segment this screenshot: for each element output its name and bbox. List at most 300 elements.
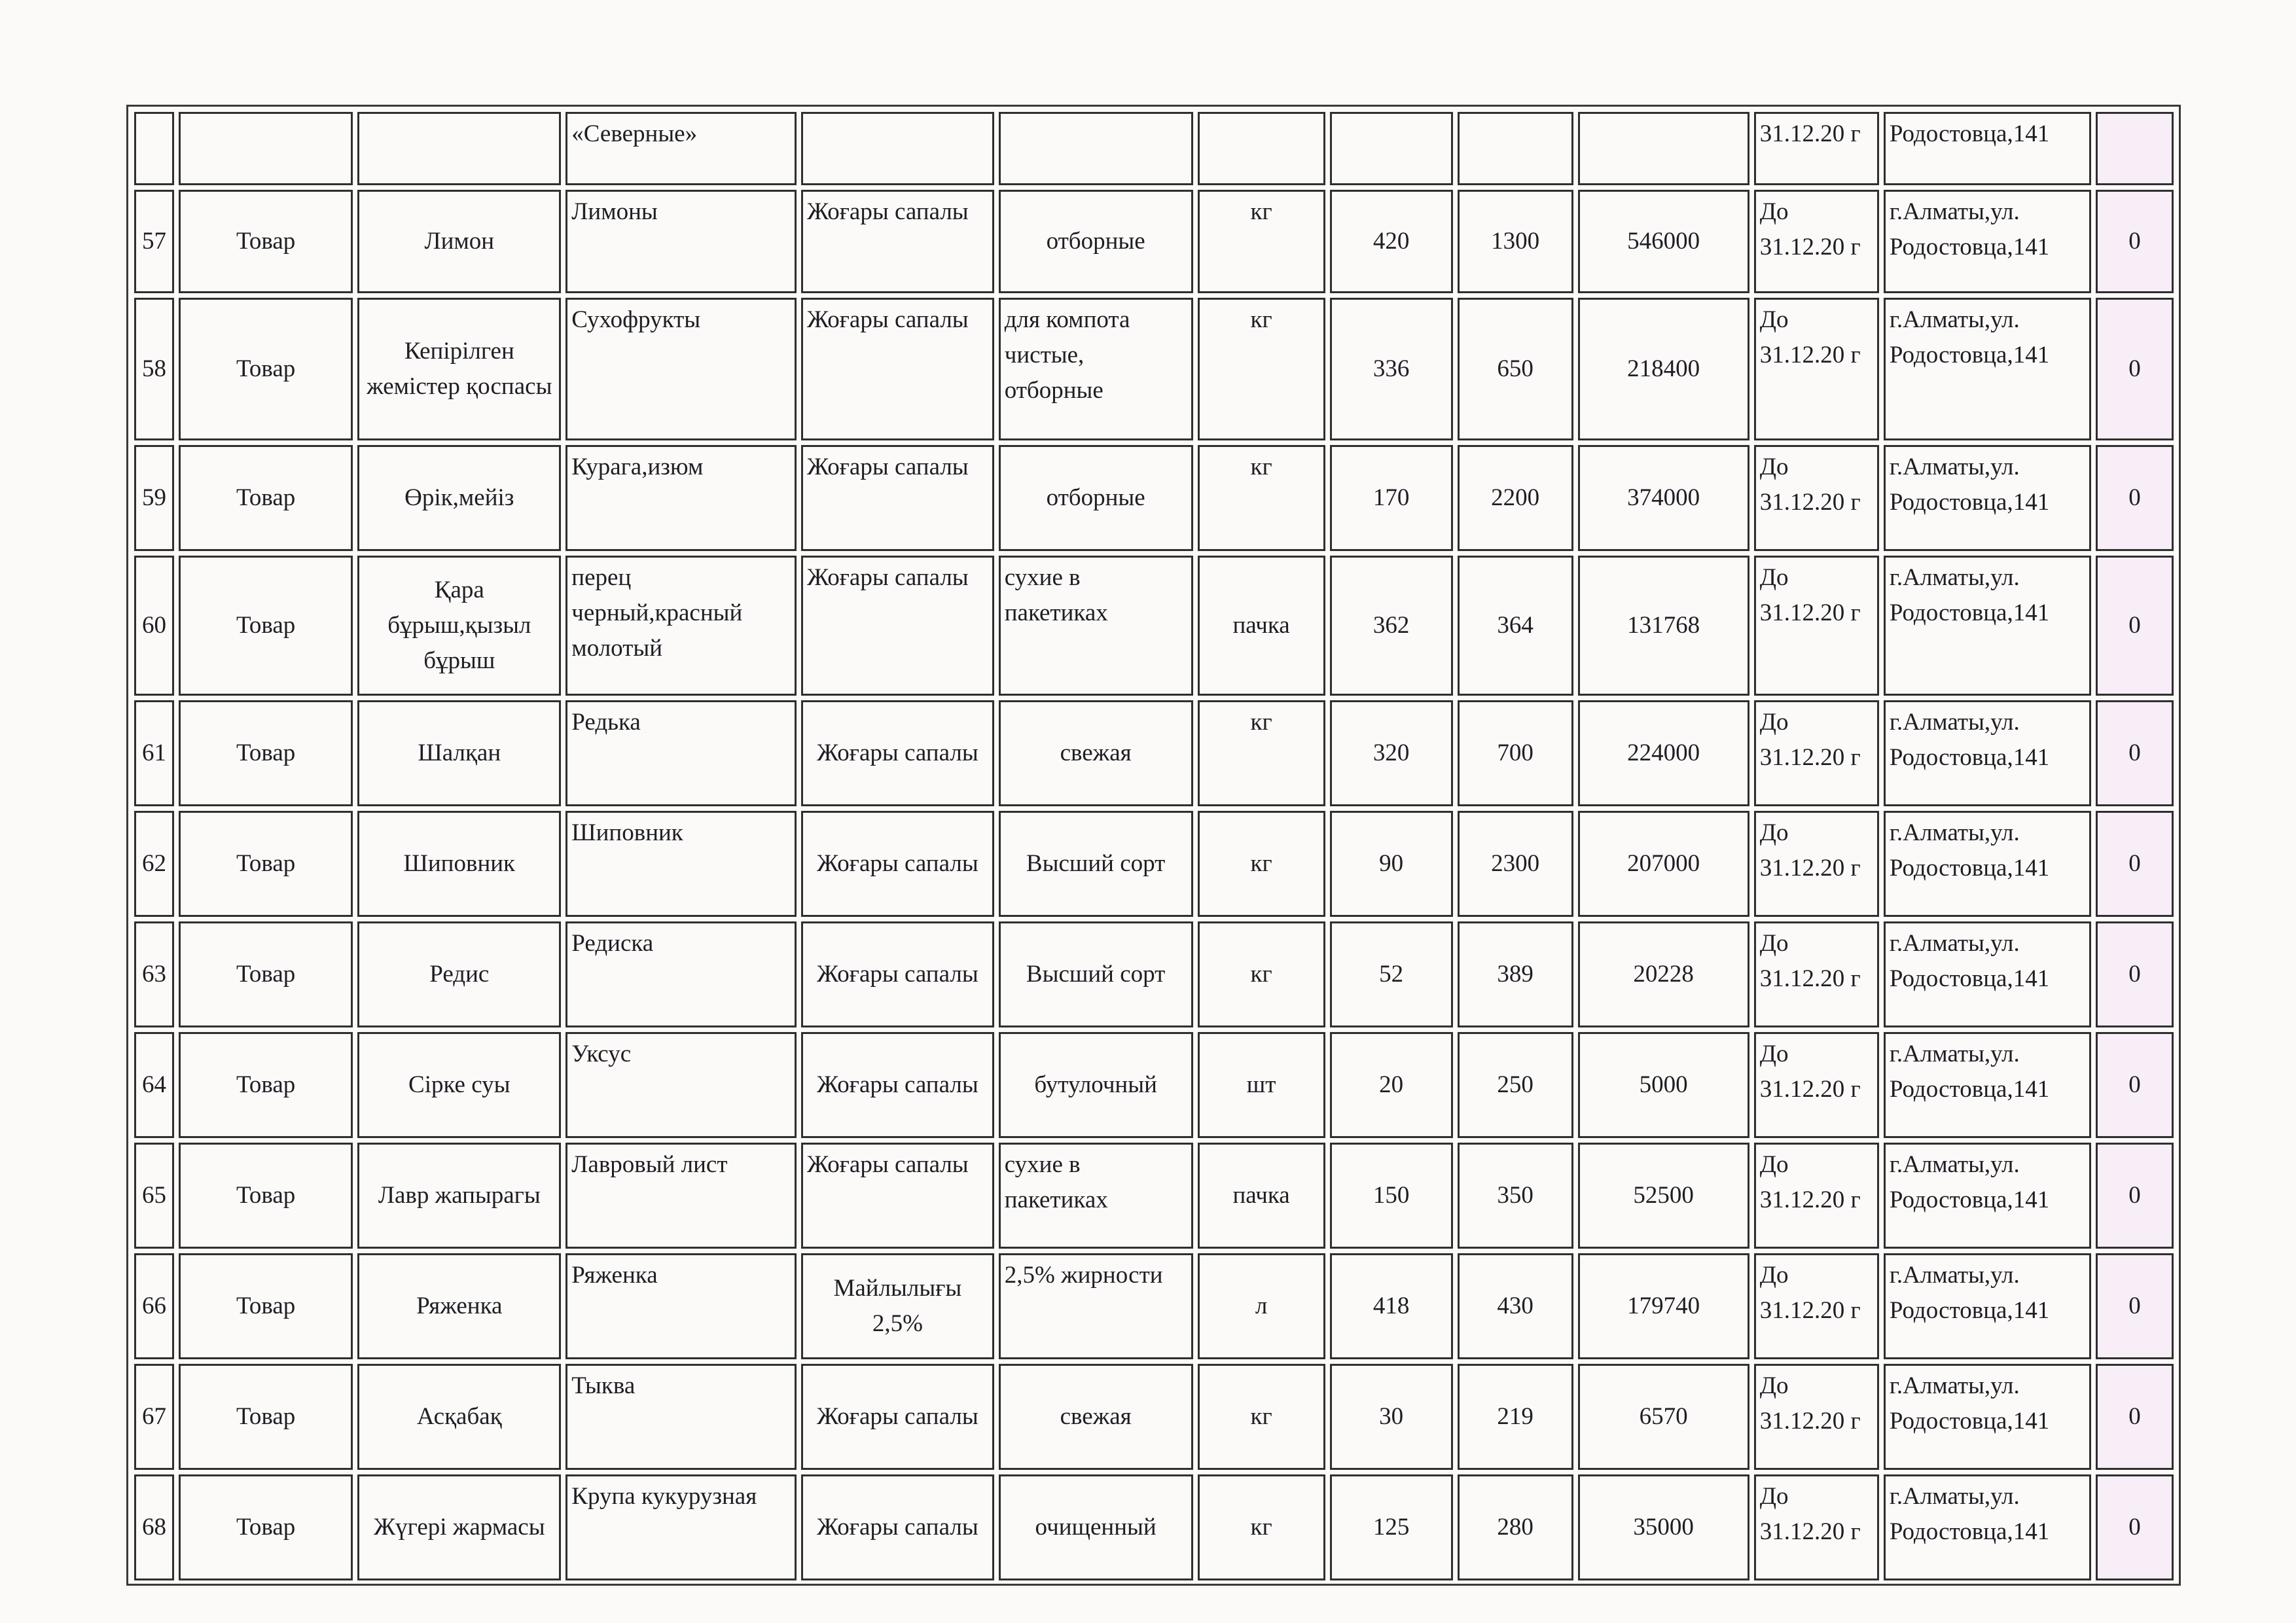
cell-quality-text: Жоғары сапалы bbox=[817, 961, 978, 988]
cell-name-kz-text: Кепірілген жемістер қоспасы bbox=[367, 338, 552, 400]
cell-sum bbox=[1578, 1143, 1749, 1249]
cell-price-text: 350 bbox=[1497, 1182, 1534, 1209]
cell-name-kz-text: Шалқан bbox=[418, 740, 501, 766]
cell-type bbox=[179, 112, 353, 185]
cell-name-kz-text: Сірке суы bbox=[408, 1071, 511, 1098]
cell-qty-text: 90 bbox=[1379, 850, 1404, 877]
cell-quality bbox=[801, 921, 994, 1027]
cell-spec-text: Высший сорт bbox=[1026, 961, 1166, 988]
cell-type bbox=[179, 700, 353, 806]
cell-type-text: Товар bbox=[236, 228, 296, 255]
cell-name-ru bbox=[565, 190, 797, 293]
cell-quality bbox=[801, 445, 994, 551]
cell-qty bbox=[1330, 298, 1453, 440]
cell-quality-text: Жоғары сапалы bbox=[806, 454, 969, 480]
cell-name-kz-text: Лавр жапырагы bbox=[378, 1182, 541, 1209]
term-prefix: До bbox=[1759, 1262, 1789, 1289]
cell-spec bbox=[999, 1474, 1193, 1580]
term-prefix: До bbox=[1759, 454, 1789, 480]
cell-spec-text: бутулочный bbox=[1034, 1071, 1157, 1098]
table-row bbox=[134, 921, 2174, 1027]
address-street: Родостовца,141 bbox=[1889, 1518, 2050, 1545]
cell-type-text: Товар bbox=[236, 1514, 296, 1541]
cell-price bbox=[1458, 1474, 1573, 1580]
table-row bbox=[134, 1364, 2174, 1470]
address-street: Родостовца,141 bbox=[1889, 744, 2050, 771]
cell-spec-text: сухие в пакетиках bbox=[1004, 1151, 1108, 1213]
cell-unit bbox=[1198, 112, 1325, 185]
cell-type bbox=[179, 190, 353, 293]
cell-num bbox=[134, 1253, 174, 1359]
term-date: 31.12.20 г bbox=[1759, 744, 1861, 771]
cell-advance bbox=[2096, 1253, 2174, 1359]
cell-sum bbox=[1578, 921, 1749, 1027]
term-prefix: До bbox=[1759, 564, 1789, 591]
cell-quality bbox=[801, 1032, 994, 1138]
cell-advance bbox=[2096, 1364, 2174, 1470]
cell-spec bbox=[999, 190, 1193, 293]
cell-quality bbox=[801, 1143, 994, 1249]
cell-spec bbox=[999, 556, 1193, 696]
cell-spec-text: отборные bbox=[1046, 228, 1145, 255]
cell-qty bbox=[1330, 1474, 1453, 1580]
cell-qty-text: 30 bbox=[1379, 1403, 1404, 1430]
cell-spec bbox=[999, 1143, 1193, 1249]
cell-type-text: Товар bbox=[236, 612, 296, 639]
cell-type bbox=[179, 556, 353, 696]
cell-price bbox=[1458, 700, 1573, 806]
cell-name-kz bbox=[357, 1253, 561, 1359]
cell-sum bbox=[1578, 1474, 1749, 1580]
cell-spec bbox=[999, 445, 1193, 551]
cell-num bbox=[134, 556, 174, 696]
table-row bbox=[134, 445, 2174, 551]
address-city: г.Алматы,ул. bbox=[1889, 1151, 2020, 1178]
cell-spec bbox=[999, 700, 1193, 806]
cell-name-ru bbox=[565, 1364, 797, 1470]
cell-name-kz bbox=[357, 1032, 561, 1138]
cell-unit-text: пачка bbox=[1232, 1182, 1290, 1209]
cell-advance bbox=[2096, 700, 2174, 806]
cell-sum bbox=[1578, 112, 1749, 185]
cell-sum-text: 546000 bbox=[1627, 228, 1700, 255]
cell-advance-text: 0 bbox=[2128, 355, 2141, 382]
cell-advance bbox=[2096, 921, 2174, 1027]
cell-name-kz bbox=[357, 445, 561, 551]
cell-quality bbox=[801, 811, 994, 917]
cell-quality-text: Майлылығы 2,5% bbox=[833, 1275, 962, 1337]
cell-spec-text: свежая bbox=[1060, 1403, 1132, 1430]
cell-qty-text: 418 bbox=[1372, 1293, 1410, 1319]
cell-advance bbox=[2096, 1032, 2174, 1138]
cell-name-ru bbox=[565, 700, 797, 806]
cell-name-ru-text: Крупа кукурузная bbox=[571, 1483, 757, 1510]
cell-address bbox=[1884, 298, 2091, 440]
cell-type bbox=[179, 1032, 353, 1138]
address-city: г.Алматы,ул. bbox=[1889, 1262, 2020, 1289]
trade-name-tail: «Северные» bbox=[571, 120, 698, 147]
cell-price-text: 430 bbox=[1497, 1293, 1534, 1319]
cell-sum-text: 374000 bbox=[1627, 484, 1700, 511]
cell-qty bbox=[1330, 190, 1453, 293]
cell-address bbox=[1884, 1032, 2091, 1138]
cell-spec-text: 2,5% жирности bbox=[1004, 1262, 1163, 1289]
cell-quality-text: Жоғары сапалы bbox=[817, 1514, 978, 1541]
cell-type-text: Товар bbox=[236, 1403, 296, 1430]
term-prefix: До bbox=[1759, 1372, 1789, 1399]
address-city: г.Алматы,ул. bbox=[1889, 454, 2020, 480]
term-date: 31.12.20 г bbox=[1759, 1297, 1861, 1324]
cell-num bbox=[134, 190, 174, 293]
address-city: г.Алматы,ул. bbox=[1889, 709, 2020, 736]
cell-name-ru-text: Уксус bbox=[571, 1041, 632, 1067]
cell-price-text: 389 bbox=[1497, 961, 1534, 988]
cell-price bbox=[1458, 811, 1573, 917]
term-prefix: До bbox=[1759, 1041, 1789, 1067]
address-text: Родостовца,141 bbox=[1889, 120, 2050, 147]
term-prefix: До bbox=[1759, 930, 1789, 957]
cell-qty bbox=[1330, 1253, 1453, 1359]
cell-unit bbox=[1198, 1143, 1325, 1249]
term-date: 31.12.20 г bbox=[1759, 489, 1861, 516]
cell-spec bbox=[999, 1364, 1193, 1470]
cell-type-text: Товар bbox=[236, 961, 296, 988]
cell-quality bbox=[801, 700, 994, 806]
cell-num-text: 59 bbox=[141, 484, 166, 511]
table-row bbox=[134, 298, 2174, 440]
cell-spec-text: отборные bbox=[1046, 484, 1145, 511]
cell-unit-text: л bbox=[1255, 1293, 1268, 1319]
cell-name-ru-text: Ряженка bbox=[571, 1262, 658, 1289]
cell-advance bbox=[2096, 811, 2174, 917]
term-date: 31.12.20 г bbox=[1759, 965, 1861, 992]
term-date: 31.12.20 г bbox=[1759, 1408, 1861, 1435]
cell-qty bbox=[1330, 700, 1453, 806]
cell-name-kz-text: Жүгері жармасы bbox=[373, 1514, 545, 1541]
table-row bbox=[134, 1253, 2174, 1359]
cell-advance bbox=[2096, 112, 2174, 185]
cell-name-ru bbox=[565, 1032, 797, 1138]
cell-qty-text: 150 bbox=[1372, 1182, 1410, 1209]
cell-qty bbox=[1330, 445, 1453, 551]
cell-advance-text: 0 bbox=[2128, 850, 2141, 877]
address-street: Родостовца,141 bbox=[1889, 234, 2050, 260]
cell-advance bbox=[2096, 1474, 2174, 1580]
cell-type bbox=[179, 1474, 353, 1580]
address-street: Родостовца,141 bbox=[1889, 342, 2050, 368]
cell-address bbox=[1884, 921, 2091, 1027]
cell-price bbox=[1458, 1253, 1573, 1359]
cell-sum-text: 179740 bbox=[1627, 1293, 1700, 1319]
cell-name-ru-text: Лимоны bbox=[571, 198, 658, 225]
cell-type-text: Товар bbox=[236, 355, 296, 382]
cell-unit bbox=[1198, 1253, 1325, 1359]
cell-sum-text: 20228 bbox=[1633, 961, 1694, 988]
cell-num-text: 58 bbox=[141, 355, 166, 382]
cell-name-ru-text: Редька bbox=[571, 709, 641, 736]
term-date: 31.12.20 г bbox=[1759, 1076, 1861, 1103]
cell-spec bbox=[999, 298, 1193, 440]
cell-price-text: 280 bbox=[1497, 1514, 1534, 1541]
cell-sum bbox=[1578, 190, 1749, 293]
cell-advance-text: 0 bbox=[2128, 1182, 2141, 1209]
cell-sum bbox=[1578, 811, 1749, 917]
address-city: г.Алматы,ул. bbox=[1889, 1372, 2020, 1399]
cell-type bbox=[179, 921, 353, 1027]
cell-num-text: 67 bbox=[141, 1403, 166, 1430]
cell-term bbox=[1754, 298, 1879, 440]
cell-price bbox=[1458, 556, 1573, 696]
cell-quality bbox=[801, 1474, 994, 1580]
cell-quality bbox=[801, 1364, 994, 1470]
cell-address bbox=[1884, 1253, 2091, 1359]
cell-type bbox=[179, 811, 353, 917]
cell-advance bbox=[2096, 298, 2174, 440]
cell-name-ru-text: Курага,изюм bbox=[571, 454, 704, 480]
cell-name-kz-text: Өрік,мейіз bbox=[404, 484, 514, 511]
cell-name-ru-text: Редиска bbox=[571, 930, 654, 957]
cell-address bbox=[1884, 1364, 2091, 1470]
cell-unit-text: кг bbox=[1250, 850, 1272, 877]
cell-qty bbox=[1330, 556, 1453, 696]
cell-num bbox=[134, 700, 174, 806]
cell-qty bbox=[1330, 1032, 1453, 1138]
cell-unit-text: кг bbox=[1250, 1514, 1272, 1541]
cell-name-ru bbox=[565, 298, 797, 440]
address-city: г.Алматы,ул. bbox=[1889, 306, 2020, 333]
cell-quality bbox=[801, 1253, 994, 1359]
cell-spec bbox=[999, 811, 1193, 917]
cell-num-text: 65 bbox=[141, 1182, 166, 1209]
cell-unit-text: кг bbox=[1250, 454, 1272, 480]
cell-address bbox=[1884, 1474, 2091, 1580]
cell-name-kz bbox=[357, 1364, 561, 1470]
cell-num bbox=[134, 811, 174, 917]
cell-num-text: 66 bbox=[141, 1293, 166, 1319]
term-text: 31.12.20 г bbox=[1759, 120, 1861, 147]
cell-advance-text: 0 bbox=[2128, 1071, 2141, 1098]
cell-num-text: 62 bbox=[141, 850, 166, 877]
cell-num bbox=[134, 1474, 174, 1580]
cell-sum bbox=[1578, 1032, 1749, 1138]
table-row bbox=[134, 1032, 2174, 1138]
cell-advance-text: 0 bbox=[2128, 961, 2141, 988]
table-row bbox=[134, 1143, 2174, 1249]
cell-spec bbox=[999, 1253, 1193, 1359]
cell-advance-text: 0 bbox=[2128, 1293, 2141, 1319]
cell-sum bbox=[1578, 700, 1749, 806]
cell-term bbox=[1754, 445, 1879, 551]
cell-name-kz-text: Лимон bbox=[424, 228, 495, 255]
cell-name-kz bbox=[357, 298, 561, 440]
cell-quality bbox=[801, 298, 994, 440]
cell-num bbox=[134, 298, 174, 440]
cell-qty bbox=[1330, 1364, 1453, 1470]
cell-name-ru bbox=[565, 445, 797, 551]
cell-sum-text: 207000 bbox=[1627, 850, 1700, 877]
address-street: Родостовца,141 bbox=[1889, 1076, 2050, 1103]
cell-advance-text: 0 bbox=[2128, 484, 2141, 511]
cell-num-text: 63 bbox=[141, 961, 166, 988]
term-date: 31.12.20 г bbox=[1759, 855, 1861, 882]
cell-quality-text: Жоғары сапалы bbox=[817, 740, 978, 766]
cell-qty-text: 52 bbox=[1379, 961, 1404, 988]
cell-advance-text: 0 bbox=[2128, 228, 2141, 255]
cell-address bbox=[1884, 445, 2091, 551]
cell-num bbox=[134, 445, 174, 551]
address-city: г.Алматы,ул. bbox=[1889, 198, 2020, 225]
cell-name-ru bbox=[565, 1474, 797, 1580]
cell-name-kz bbox=[357, 811, 561, 917]
cell-price bbox=[1458, 1032, 1573, 1138]
term-prefix: До bbox=[1759, 709, 1789, 736]
cell-term bbox=[1754, 1364, 1879, 1470]
cell-price-text: 364 bbox=[1497, 612, 1534, 639]
cell-name-kz bbox=[357, 112, 561, 185]
cell-name-kz-text: Асқабақ bbox=[416, 1403, 502, 1430]
cell-advance bbox=[2096, 445, 2174, 551]
cell-qty bbox=[1330, 112, 1453, 185]
cell-name-ru bbox=[565, 112, 797, 185]
cell-unit bbox=[1198, 190, 1325, 293]
cell-term bbox=[1754, 700, 1879, 806]
cell-address bbox=[1884, 1143, 2091, 1249]
cell-unit-text: кг bbox=[1250, 1403, 1272, 1430]
cell-name-ru bbox=[565, 1143, 797, 1249]
cell-type-text: Товар bbox=[236, 1182, 296, 1209]
cell-spec-text: для компота чистые, отборные bbox=[1004, 306, 1130, 404]
cell-term bbox=[1754, 921, 1879, 1027]
cell-sum-text: 5000 bbox=[1639, 1071, 1688, 1098]
table-row bbox=[134, 1474, 2174, 1580]
cell-price bbox=[1458, 112, 1573, 185]
cell-name-kz bbox=[357, 921, 561, 1027]
term-prefix: До bbox=[1759, 1483, 1789, 1510]
term-prefix: До bbox=[1759, 819, 1789, 846]
cell-name-kz bbox=[357, 700, 561, 806]
cell-type bbox=[179, 1364, 353, 1470]
cell-quality-text: Жоғары сапалы bbox=[817, 1071, 978, 1098]
cell-quality bbox=[801, 556, 994, 696]
address-city: г.Алматы,ул. bbox=[1889, 1483, 2020, 1510]
cell-name-ru bbox=[565, 556, 797, 696]
cell-term bbox=[1754, 1032, 1879, 1138]
cell-advance-text: 0 bbox=[2128, 612, 2141, 639]
cell-price bbox=[1458, 298, 1573, 440]
cell-num bbox=[134, 112, 174, 185]
cell-quality-text: Жоғары сапалы bbox=[806, 1151, 969, 1178]
cell-quality-text: Жоғары сапалы bbox=[817, 850, 978, 877]
cell-address bbox=[1884, 700, 2091, 806]
address-street: Родостовца,141 bbox=[1889, 1408, 2050, 1435]
cell-sum-text: 224000 bbox=[1627, 740, 1700, 766]
cell-sum bbox=[1578, 445, 1749, 551]
cell-name-kz-text: Ряженка bbox=[416, 1293, 503, 1319]
table-row bbox=[134, 556, 2174, 696]
address-street: Родостовца,141 bbox=[1889, 1186, 2050, 1213]
cell-name-kz-text: Шиповник bbox=[403, 850, 516, 877]
cell-advance bbox=[2096, 1143, 2174, 1249]
cell-spec bbox=[999, 1032, 1193, 1138]
table-row bbox=[134, 112, 2174, 185]
cell-spec-text: очищенный bbox=[1035, 1514, 1157, 1541]
cell-price bbox=[1458, 1364, 1573, 1470]
cell-qty-text: 20 bbox=[1379, 1071, 1404, 1098]
table-row bbox=[134, 190, 2174, 293]
cell-num-text: 57 bbox=[141, 228, 166, 255]
cell-num-text: 64 bbox=[141, 1071, 166, 1098]
cell-name-kz-text: Қара бұрыш,қызыл бұрыш bbox=[387, 577, 531, 674]
cell-term bbox=[1754, 112, 1879, 185]
cell-name-kz bbox=[357, 1143, 561, 1249]
cell-sum-text: 218400 bbox=[1627, 355, 1700, 382]
cell-address bbox=[1884, 112, 2091, 185]
cell-unit-text: пачка bbox=[1232, 612, 1290, 639]
cell-unit-text: кг bbox=[1250, 709, 1272, 736]
cell-name-ru-text: Шиповник bbox=[571, 819, 683, 846]
cell-sum bbox=[1578, 556, 1749, 696]
cell-qty-text: 125 bbox=[1372, 1514, 1410, 1541]
cell-price-text: 650 bbox=[1497, 355, 1534, 382]
cell-address bbox=[1884, 811, 2091, 917]
cell-term bbox=[1754, 1474, 1879, 1580]
cell-name-kz bbox=[357, 1474, 561, 1580]
cell-type-text: Товар bbox=[236, 484, 296, 511]
cell-price bbox=[1458, 1143, 1573, 1249]
cell-sum-text: 35000 bbox=[1633, 1514, 1694, 1541]
term-prefix: До bbox=[1759, 198, 1789, 225]
cell-qty bbox=[1330, 921, 1453, 1027]
cell-name-ru bbox=[565, 921, 797, 1027]
cell-type-text: Товар bbox=[236, 1071, 296, 1098]
cell-price-text: 2200 bbox=[1491, 484, 1540, 511]
cell-qty-text: 420 bbox=[1372, 228, 1410, 255]
cell-unit bbox=[1198, 1474, 1325, 1580]
cell-name-ru bbox=[565, 1253, 797, 1359]
cell-quality-text: Жоғары сапалы bbox=[806, 306, 969, 333]
cell-name-ru bbox=[565, 811, 797, 917]
cell-price-text: 2300 bbox=[1491, 850, 1540, 877]
term-date: 31.12.20 г bbox=[1759, 599, 1861, 626]
cell-sum bbox=[1578, 298, 1749, 440]
term-date: 31.12.20 г bbox=[1759, 234, 1861, 260]
cell-spec-text: свежая bbox=[1060, 740, 1132, 766]
table-row bbox=[134, 700, 2174, 806]
cell-unit bbox=[1198, 298, 1325, 440]
cell-num-text: 68 bbox=[141, 1514, 166, 1541]
address-street: Родостовца,141 bbox=[1889, 855, 2050, 882]
cell-qty bbox=[1330, 1143, 1453, 1249]
cell-sum-text: 52500 bbox=[1633, 1182, 1694, 1209]
cell-spec bbox=[999, 921, 1193, 1027]
term-date: 31.12.20 г bbox=[1759, 342, 1861, 368]
address-city: г.Алматы,ул. bbox=[1889, 564, 2020, 591]
cell-qty-text: 170 bbox=[1372, 484, 1410, 511]
cell-sum-text: 6570 bbox=[1639, 1403, 1688, 1430]
cell-price bbox=[1458, 921, 1573, 1027]
cell-unit bbox=[1198, 1364, 1325, 1470]
address-street: Родостовца,141 bbox=[1889, 1297, 2050, 1324]
term-date: 31.12.20 г bbox=[1759, 1186, 1861, 1213]
cell-num bbox=[134, 1143, 174, 1249]
address-street: Родостовца,141 bbox=[1889, 489, 2050, 516]
cell-name-ru-text: Лавровый лист bbox=[571, 1151, 728, 1178]
cell-price-text: 700 bbox=[1497, 740, 1534, 766]
cell-term bbox=[1754, 1143, 1879, 1249]
cell-num bbox=[134, 921, 174, 1027]
cell-unit bbox=[1198, 921, 1325, 1027]
address-city: г.Алматы,ул. bbox=[1889, 1041, 2020, 1067]
